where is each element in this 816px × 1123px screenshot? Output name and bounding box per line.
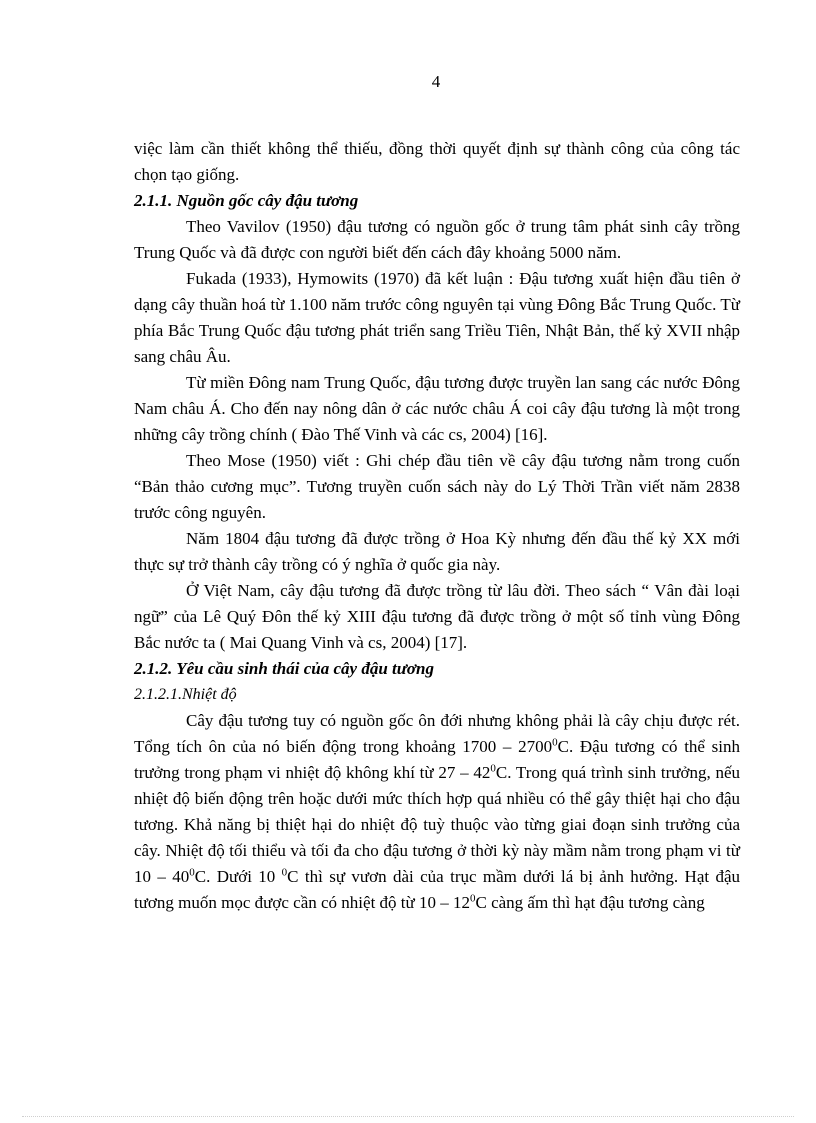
- subsection-heading-temperature: 2.1.2.1.Nhiệt độ: [134, 686, 237, 703]
- document-body: [134, 136, 740, 916]
- temperature-text-2: C. Đậu tương có thể sinh trưởng trong phạm vi nhiệt độ không khí từ 27 – 42: [134, 737, 740, 782]
- temperature-text-1: Cây đậu tương tuy có nguồn gốc ôn đới nhưng không phải là cây chịu được rét. Tổng tích ôn của nó biến động trong khoảng 1700 – 2700: [134, 711, 740, 756]
- paragraph-usa: Năm 1804 đậu tương đã được trồng ở Hoa Kỳ nhưng đến đầu thế kỷ XX mới thực sự trở thành cây trồng có ý nghĩa ở quốc gia này.: [134, 529, 740, 574]
- paragraph-temperature: [134, 708, 740, 916]
- page-bottom-divider: [22, 1116, 794, 1117]
- degree-superscript: 0: [469, 892, 476, 905]
- degree-superscript: 0: [189, 866, 195, 879]
- paragraph-mose: Theo Mose (1950) viết : Ghi chép đầu tiên về cây đậu tương nằm trong cuốn “Bản thảo cương mục”. Tương truyền cuốn sách này do Lý Thời Trần viết năm 2838 trước công nguyên.: [134, 451, 740, 522]
- temperature-text-4: C. Dưới 10: [194, 867, 282, 886]
- page-number: 4: [431, 72, 441, 91]
- section-heading-ecology: 2.1.2. Yêu cầu sinh thái của cây đậu tương: [134, 659, 435, 678]
- temperature-text-6: C càng ấm thì hạt đậu tương càng: [475, 893, 705, 912]
- section-heading-origin: 2.1.1. Nguồn gốc cây đậu tương: [134, 191, 359, 210]
- paragraph-vavilov: Theo Vavilov (1950) đậu tương có nguồn gốc ở trung tâm phát sinh cây trồng Trung Quốc và đã được con người biết đến cách đây khoảng 5000 năm.: [134, 217, 740, 262]
- degree-superscript: 0: [552, 736, 558, 749]
- paragraph-vietnam: Ở Việt Nam, cây đậu tương đã được trồng từ lâu đời. Theo sách “ Vân đài loại ngữ” của Lê Quý Đôn thế kỷ XIII đậu tương đã được trồng ở một số tỉnh vùng Đông Bắc nước ta ( Mai Quang Vinh và cs, 2004) [17].: [134, 581, 740, 652]
- paragraph-fukada: Fukada (1933), Hymowits (1970) đã kết luận : Đậu tương xuất hiện đầu tiên ở dạng cây thuần hoá từ 1.100 năm trước công nguyên tại vùng Đông Bắc Trung Quốc. Từ phía Bắc Trung Quốc đậu tương phát triển sang Triều Tiên, Nhật Bản, thế kỷ XVII nhập sang châu Âu.: [134, 269, 740, 366]
- temperature-text-5: C thì sự vươn dài của trục mầm dưới lá bị ảnh hưởng. Hạt đậu tương muốn mọc được cần có nhiệt độ từ 10 – 12: [134, 867, 741, 912]
- degree-superscript: 0: [281, 866, 288, 879]
- temperature-text-3: C. Trong quá trình sinh trưởng, nếu nhiệt độ biến động trên hoặc dưới mức thích hợp quá nhiều có thể gây thiệt hại cho đậu tương. Khả năng bị thiệt hại do nhiệt độ tuỳ thuộc vào từng giai đoạn sinh trưởng của cây. Nhiệt độ tối thiểu và tối đa cho đậu tương ở thời kỳ này mầm nằm trong phạm vi từ 10 – 40: [134, 763, 741, 886]
- paragraph-continuation: việc làm cần thiết không thể thiếu, đồng thời quyết định sự thành công của công tác chọn tạo giống.: [134, 139, 740, 184]
- degree-superscript: 0: [490, 762, 496, 775]
- paragraph-southeast-asia: Từ miền Đông nam Trung Quốc, đậu tương được truyền lan sang các nước Đông Nam châu Á. Cho đến nay nông dân ở các nước châu Á coi cây đậu tương là một trong những cây trồng chính ( Đào Thế Vinh và các cs, 2004) [16].: [134, 373, 740, 444]
